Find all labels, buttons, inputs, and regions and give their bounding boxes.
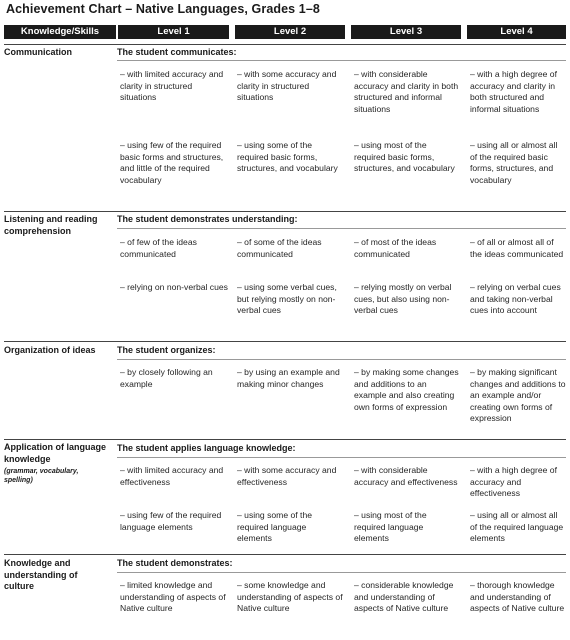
table-cell: – by using an example and making minor changes: [237, 367, 340, 389]
table-cell: – using all or almost all of the required basic forms, structures, and vocabulary: [470, 140, 558, 185]
table-cell: – with considerable accuracy and effectiveness: [354, 465, 458, 487]
skill-organization: Organization of ideas: [4, 345, 96, 355]
lead-divider: [117, 359, 566, 360]
section-divider: [4, 211, 566, 212]
table-cell: – some knowledge and understanding of aspects of Native culture: [237, 580, 343, 613]
table-cell: – by making significant changes and additions to an example and/or creating own forms of expression: [470, 367, 566, 423]
table-header: [4, 25, 566, 39]
header-level-1: Level 1: [118, 25, 229, 39]
table-cell: – of few of the ideas communicated: [120, 237, 197, 259]
lead-divider: [117, 60, 566, 61]
table-cell: – using most of the required language elements: [354, 510, 427, 543]
skill-culture: Knowledge and understanding of culture: [4, 558, 78, 591]
header-level-2: Level 2: [235, 25, 345, 39]
section-divider: [4, 439, 566, 440]
section-lead: The student communicates:: [117, 47, 237, 57]
table-cell: – with a high degree of accuracy and clarity in both structured and informal situations: [470, 69, 557, 114]
table-cell: – by making some changes and additions to an example and also creating own forms of expression: [354, 367, 459, 412]
table-cell: – relying on non-verbal cues: [120, 282, 228, 292]
header-level-3: Level 3: [351, 25, 461, 39]
table-cell: – with some accuracy and clarity in structured situations: [237, 69, 337, 102]
skill-listening-reading: Listening and reading comprehension: [4, 214, 98, 236]
table-cell: – using some verbal cues, but relying mostly on non-verbal cues: [237, 282, 337, 315]
table-cell: – using some of the required language elements: [237, 510, 313, 543]
lead-divider: [117, 228, 566, 229]
table-cell: – with some accuracy and effectiveness: [237, 465, 337, 487]
section-lead: The student demonstrates:: [117, 558, 233, 568]
table-cell: – limited knowledge and understanding of aspects of Native culture: [120, 580, 226, 613]
table-cell: – using few of the required language elements: [120, 510, 222, 532]
table-cell: – with considerable accuracy and clarity in both structured and informal situations: [354, 69, 459, 114]
section-divider: [4, 44, 566, 45]
skill-communication: Communication: [4, 47, 73, 57]
header-level-4: Level 4: [467, 25, 566, 39]
lead-divider: [117, 572, 566, 573]
table-cell: – relying on verbal cues and taking non-verbal cues into account: [470, 282, 561, 315]
table-cell: – using all or almost all of the required language elements: [470, 510, 564, 543]
table-cell: – with limited accuracy and effectiveness: [120, 465, 224, 487]
table-cell: – of all or almost all of the ideas communicated: [470, 237, 564, 259]
table-cell: – using some of the required basic forms, structures, and vocabulary: [237, 140, 338, 173]
table-cell: – by closely following an example: [120, 367, 213, 389]
header-knowledge-skills: Knowledge/Skills: [4, 25, 116, 39]
section-divider: [4, 341, 566, 342]
table-cell: – using most of the required basic forms, structures, and vocabulary: [354, 140, 455, 173]
table-cell: – of most of the ideas communicated: [354, 237, 437, 259]
table-cell: – using few of the required basic forms and structures, and little of the required vocabulary: [120, 140, 224, 185]
section-divider: [4, 554, 566, 555]
table-cell: – thorough knowledge and understanding of aspects of Native culture: [470, 580, 565, 613]
table-cell: – of some of the ideas communicated: [237, 237, 322, 259]
section-lead: The student demonstrates understanding:: [117, 214, 298, 224]
table-cell: – considerable knowledge and understanding of aspects of Native culture: [354, 580, 454, 613]
section-lead: The student organizes:: [117, 345, 216, 355]
skill-application: Application of language knowledge: [4, 442, 107, 464]
lead-divider: [117, 457, 566, 458]
table-cell: – relying mostly on verbal cues, but also using non-verbal cues: [354, 282, 452, 315]
section-lead: The student applies language knowledge:: [117, 443, 296, 453]
table-cell: – with limited accuracy and clarity in structured situations: [120, 69, 224, 102]
skill-application-note: (grammar, vocabulary, spelling): [4, 468, 79, 484]
page-title: Achievement Chart – Native Languages, Grades 1–8: [6, 2, 320, 16]
table-cell: – with a high degree of accuracy and effectiveness: [470, 465, 557, 498]
